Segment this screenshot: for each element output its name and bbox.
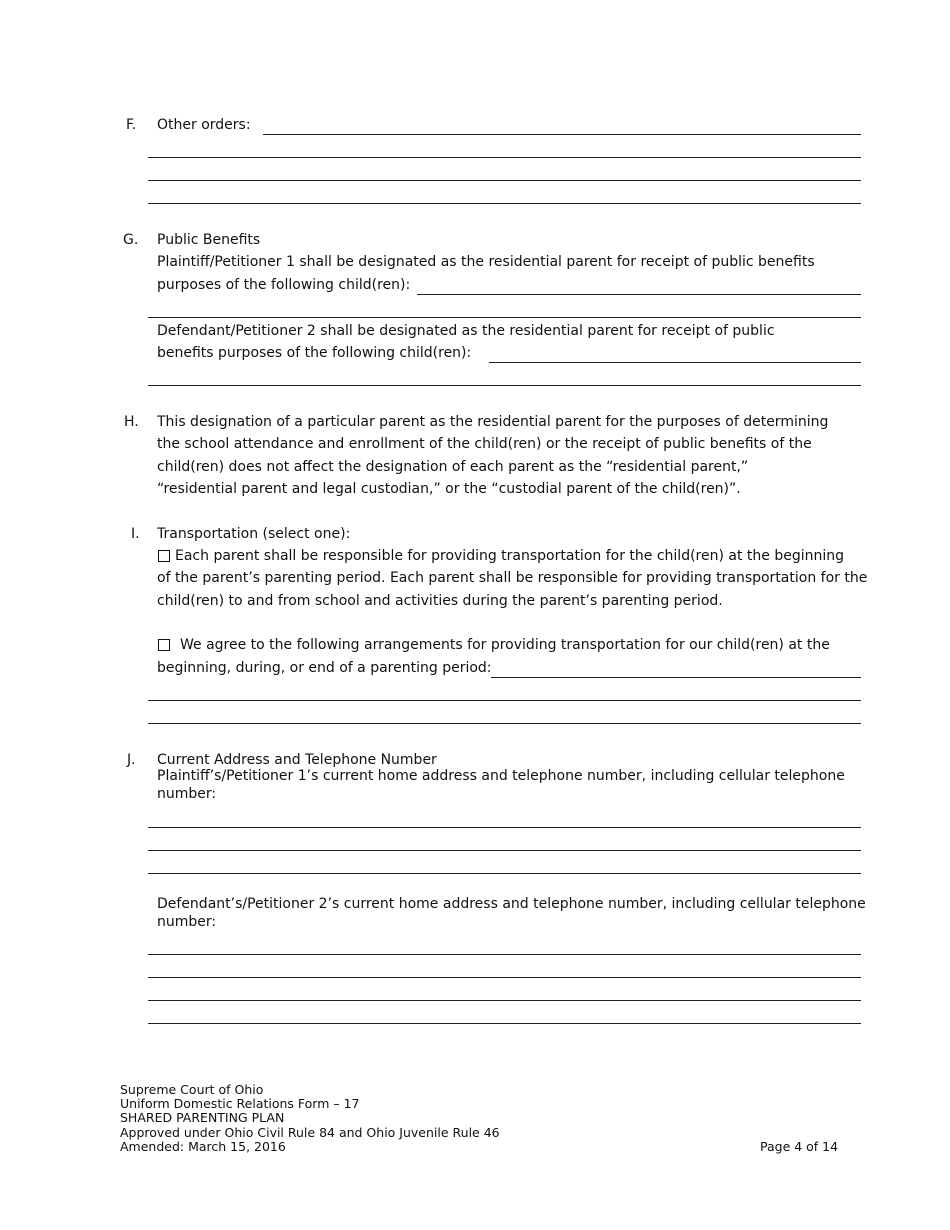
section-i-letter: I.	[131, 526, 140, 542]
other-orders-line-2[interactable]	[148, 157, 861, 158]
section-h-letter: H.	[124, 414, 139, 430]
other-orders-field[interactable]	[263, 134, 861, 135]
plaintiff-address-line-2[interactable]	[148, 850, 861, 851]
page-number: Page 4 of 14	[760, 1139, 839, 1154]
g-defendant-children-line-2[interactable]	[148, 385, 861, 386]
i-option-2-row	[158, 636, 830, 654]
section-g-title: Public Benefits	[157, 232, 261, 248]
g-plaintiff-children-line-2[interactable]	[148, 317, 861, 318]
other-orders-line-3[interactable]	[148, 180, 861, 181]
section-i-title: Transportation (select one):	[157, 526, 351, 542]
i-option-2-checkbox[interactable]	[158, 639, 170, 651]
h-text-1: This designation of a particular parent as the residential parent for the purposes of determining	[157, 414, 829, 430]
defendant-address-line-3[interactable]	[148, 1000, 861, 1001]
h-text-3: child(ren) does not affect the designation of each parent as the “residential parent,”	[157, 459, 749, 475]
g-defendant-text-1: Defendant/Petitioner 2 shall be designated as the residential parent for receipt of public	[157, 323, 775, 339]
section-f-letter: F.	[126, 117, 137, 133]
footer-court: Supreme Court of Ohio	[120, 1082, 264, 1097]
g-plaintiff-text-2: purposes of the following child(ren):	[157, 277, 411, 293]
defendant-address-line-1[interactable]	[148, 954, 861, 955]
transport-arrangements-line-2[interactable]	[148, 700, 861, 701]
g-plaintiff-text-1: Plaintiff/Petitioner 1 shall be designated as the residential parent for receipt of public benefits	[157, 254, 815, 270]
plaintiff-address-line-1[interactable]	[148, 827, 861, 828]
footer-approval: Approved under Ohio Civil Rule 84 and Ohio Juvenile Rule 46	[120, 1125, 500, 1140]
j-plaintiff-text-2: number:	[157, 786, 217, 802]
j-defendant-text-2: number:	[157, 914, 217, 930]
j-defendant-text-1: Defendant’s/Petitioner 2’s current home address and telephone number, including cellular telephone	[157, 896, 866, 912]
section-j-title: Current Address and Telephone Number	[157, 752, 437, 768]
transport-arrangements-line-3[interactable]	[148, 723, 861, 724]
other-orders-line-4[interactable]	[148, 203, 861, 204]
i-option-1-checkbox[interactable]	[158, 550, 170, 562]
i-option-2-text-1: We agree to the following arrangements for providing transportation for our child(ren) at the	[180, 637, 830, 653]
j-plaintiff-text-1: Plaintiff’s/Petitioner 1’s current home address and telephone number, including cellular telephone	[157, 768, 845, 784]
g-defendant-text-2: benefits purposes of the following child(ren):	[157, 345, 472, 361]
footer-form-number: Uniform Domestic Relations Form – 17	[120, 1096, 360, 1111]
footer-amended: Amended: March 15, 2016	[120, 1139, 286, 1154]
transport-arrangements-field[interactable]	[491, 677, 861, 678]
defendant-address-line-2[interactable]	[148, 977, 861, 978]
plaintiff-address-line-3[interactable]	[148, 873, 861, 874]
section-j-letter: J.	[127, 752, 136, 768]
section-f-title: Other orders:	[157, 117, 251, 133]
i-option-2-text-2: beginning, during, or end of a parenting period:	[157, 660, 492, 676]
i-option-1-text-3: child(ren) to and from school and activities during the parent’s parenting period.	[157, 593, 723, 609]
i-option-1-row	[158, 547, 844, 565]
i-option-1-text-2: of the parent’s parenting period. Each parent shall be responsible for providing transportation for the	[157, 570, 868, 586]
defendant-address-line-4[interactable]	[148, 1023, 861, 1024]
h-text-2: the school attendance and enrollment of the child(ren) or the receipt of public benefits of the	[157, 436, 812, 452]
section-g-letter: G.	[123, 232, 139, 248]
i-option-1-text-1: Each parent shall be responsible for providing transportation for the child(ren) at the beginning	[175, 548, 844, 564]
h-text-4: “residential parent and legal custodian,” or the “custodial parent of the child(ren)”.	[157, 481, 741, 497]
g-plaintiff-children-field[interactable]	[417, 294, 861, 295]
g-defendant-children-field[interactable]	[489, 362, 861, 363]
footer-form-title: SHARED PARENTING PLAN	[120, 1110, 285, 1125]
